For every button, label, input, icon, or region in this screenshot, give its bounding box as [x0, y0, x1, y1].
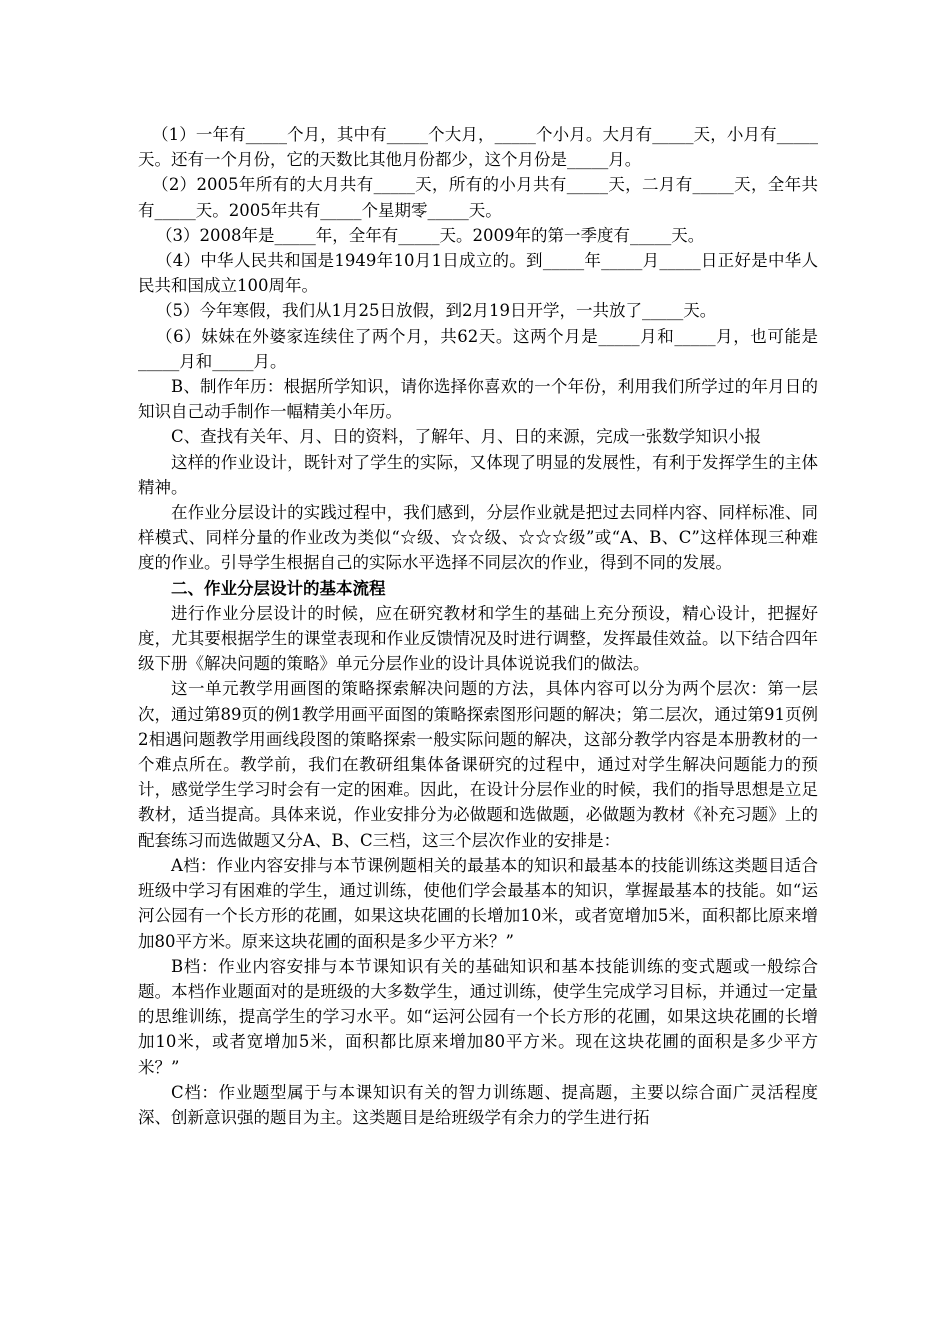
- question-5: （5）今年寒假，我们从1月25日放假，到2月19日开学，一共放了_____天。: [156, 301, 717, 321]
- paragraph-level-c: C档：作业题型属于与本课知识有关的智力训练题、提高题，主要以综合面广灵活程度深、创新意识强的题目为主。这类题目是给班级学有余力的学生进行拓: [138, 1082, 818, 1127]
- paragraph-level-b: B档：作业内容安排与本节课知识有关的基础知识和基本技能训练的变式题或一般综合题。本档作业题面对的是班级的大多数学生，通过训练，使学生完成学习目标，并通过一定量的思维训练，提高学生的学习水平。如“运河公园有一个长方形的花圃，如果这块花圃的长增加10米，或者宽增加5米，面积都比原来增加80平方米。现在这块花圃的面积是多少平方米？”: [138, 956, 818, 1077]
- section-heading: 二、作业分层设计的基本流程: [171, 578, 386, 598]
- question-4: （4）中华人民共和国是1949年10月1日成立的。到_____年_____月_____日正好是中华人民共和国成立100周年。: [138, 251, 818, 296]
- paragraph-process-intro: 进行作业分层设计的时候，应在研究教材和学生的基础上充分预设，精心设计，把握好度，尤其要根据学生的课堂表现和作业反馈情况及时进行调整，发挥最佳效益。以下结合四年级下册《解决问题的策略》单元分层作业的设计具体说说我们的做法。: [138, 603, 818, 674]
- paragraph-level-a: A档：作业内容安排与本节课例题相关的最基本的知识和最基本的技能训练这类题目适合班级中学习有困难的学生，通过训练，使他们学会最基本的知识，掌握最基本的技能。如“运河公园有一个长方形的花圃，如果这块花圃的长增加10米，或者宽增加5米，面积都比原来增加80平方米。原来这块花圃的面积是多少平方米？”: [138, 855, 818, 951]
- document-page: [138, 122, 818, 1130]
- question-3: （3）2008年是_____年，全年有_____天。2009年的第一季度有_____天。: [156, 225, 705, 245]
- task-c: C、查找有关年、月、日的资料，了解年、月、日的来源，完成一张数学知识小报: [171, 427, 762, 447]
- paragraph-layered-practice: 在作业分层设计的实践过程中，我们感到，分层作业就是把过去同样内容、同样标准、同样模式、同样分量的作业改为类似“☆级、☆☆级、☆☆☆级”或“A、B、C”这样体现三种难度的作业。引导学生根据自己的实际水平选择不同层次的作业，得到不同的发展。: [138, 503, 818, 573]
- question-1: （1）一年有_____个月，其中有_____个大月，_____个小月。大月有_____天，小月有_____天。还有一个月份，它的天数比其他月份都少，这个月份是_____月。: [138, 125, 818, 170]
- question-6: （6）妹妹在外婆家连续住了两个月，共62天。这两个月是_____月和_____月，也可能是_____月和_____月。: [138, 326, 818, 371]
- task-b: B、制作年历：根据所学知识，请你选择你喜欢的一个年份，利用我们所学过的年月日的知识自己动手制作一幅精美小年历。: [138, 377, 818, 422]
- paragraph-unit-description: 这一单元教学用画图的策略探索解决问题的方法，具体内容可以分为两个层次：第一层次，通过第89页的例1教学用画平面图的策略探索图形问题的解决；第二层次，通过第91页例2相遇问题教学用画线段图的策略探索一般实际问题的解决，这部分教学内容是本册教材的一个难点所在。教学前，我们在教研组集体备课研究的过程中，通过对学生解决问题能力的预计，感觉学生学习时会有一定的困难。因此，在设计分层作业的时候，我们的指导思想是立足教材，适当提高。具体来说，作业安排分为必做题和选做题，必做题为教材《补充习题》上的配套练习而选做题又分A、B、C三档，这三个层次作业的安排是：: [138, 679, 818, 850]
- paragraph-design-summary: 这样的作业设计，既针对了学生的实际，又体现了明显的发展性，有利于发挥学生的主体精神。: [138, 452, 818, 497]
- question-2: （2）2005年所有的大月共有_____天，所有的小月共有_____天，二月有_____天，全年共有_____天。2005年共有_____个星期零_____天。: [138, 175, 818, 220]
